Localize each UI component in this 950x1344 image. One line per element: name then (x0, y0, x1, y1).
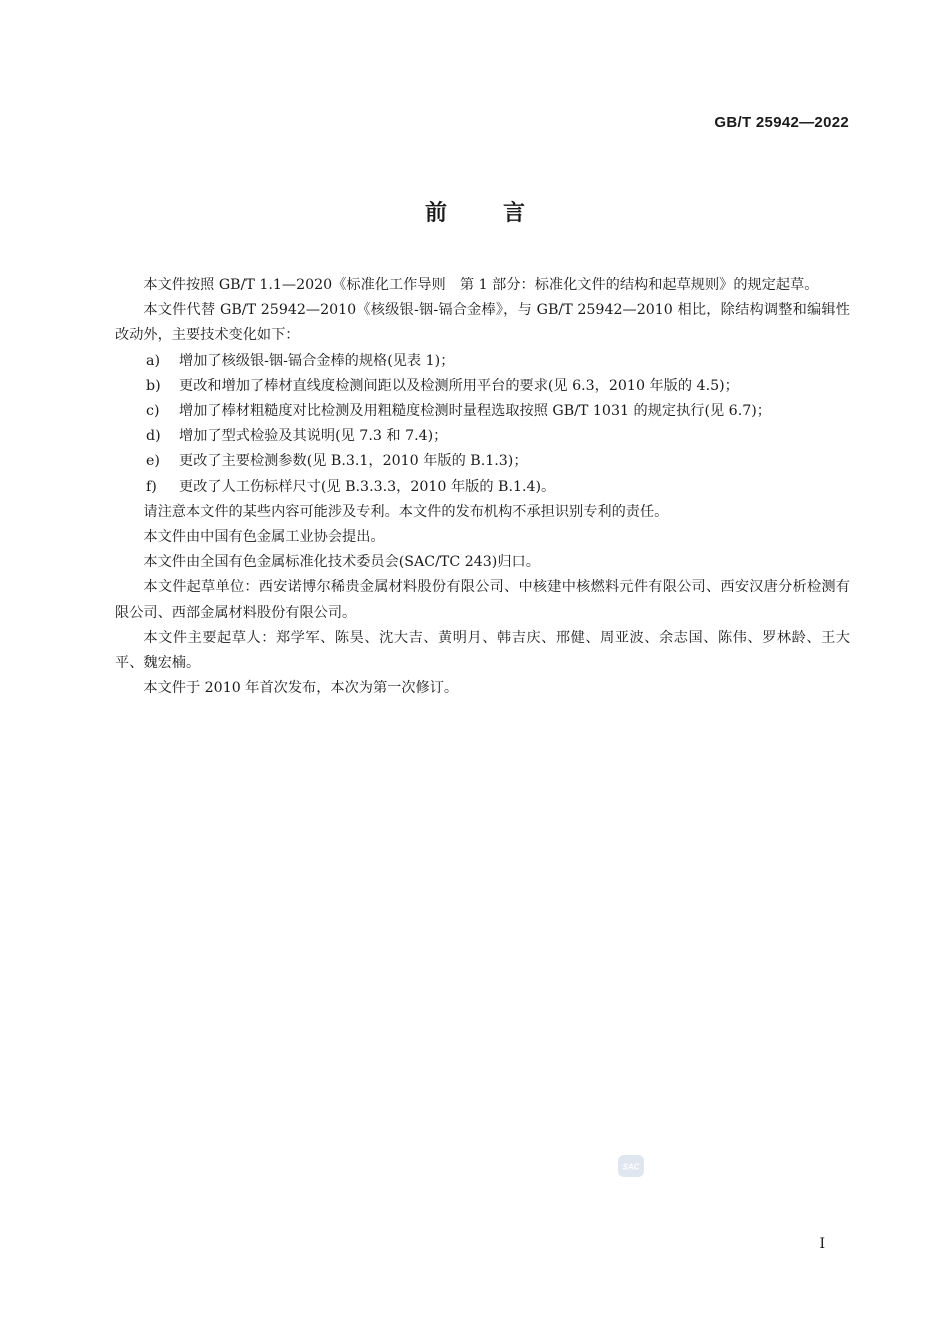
paragraph-centralized: 本文件由全国有色金属标准化技术委员会(SAC/TC 243)归口。 (143, 554, 540, 571)
paragraph-proposer: 本文件由中国有色金属工业协会提出。 (143, 529, 385, 546)
page-title: 前言 (424, 201, 581, 226)
paragraph-patent-notice: 请注意本文件的某些内容可能涉及专利。本文件的发布机构不承担识别专利的责任。 (143, 503, 669, 520)
list-item (115, 399, 850, 424)
list-item-text: 更改了主要检测参数(见 B.3.1，2010 年版的 B.1.3)； (179, 453, 528, 470)
list-item (115, 349, 850, 374)
list-item-text: 更改了人工伤标样尺寸(见 B.3.3.3，2010 年版的 B.1.4)。 (179, 478, 556, 495)
list-item-mark: e) (146, 453, 160, 470)
page-number: I (819, 1236, 825, 1252)
standard-code: GB/T 25942—2022 (714, 114, 849, 131)
list-item (115, 424, 850, 449)
paragraph-drafting-rules: 本文件按照 GB/T 1.1—2020《标准化工作导则 第 1 部分：标准化文件的结构和起草规则》的规定起草。 (143, 277, 819, 293)
list-item (115, 374, 850, 399)
list-item-mark: a) (146, 352, 160, 369)
list-item-text: 增加了型式检验及其说明(见 7.3 和 7.4)； (179, 428, 448, 445)
list-item-mark: c) (146, 403, 160, 420)
list-item-text: 增加了核级银-铟-镉合金棒的规格(见表 1)； (179, 352, 455, 369)
paragraph-drafters: 本文件主要起草人：郑学军、陈昊、沈大吉、黄明月、韩吉庆、邢健、周亚波、余志国、陈伟、罗林龄、王大平、魏宏楠。 (115, 629, 850, 672)
svg-text:SAC: SAC (622, 1162, 640, 1172)
paragraph-replacement: 本文件代替 GB/T 25942—2010《核级银-铟-镉合金棒》，与 GB/T 25942—2010 相比，除结构调整和编辑性改动外，主要技术变化如下： (115, 302, 850, 344)
foreword-body (115, 273, 850, 701)
list-item-mark: d) (146, 428, 161, 445)
paragraph-drafting-units: 本文件起草单位：西安诺博尔稀贵金属材料股份有限公司、中核建中核燃料元件有限公司、西安汉唐分析检测有限公司、西部金属材料股份有限公司。 (115, 579, 850, 621)
list-item-text: 更改和增加了棒材直线度检测间距以及检测所用平台的要求(见 6.3，2010 年版的 4.5)； (179, 377, 739, 394)
list-item (115, 449, 850, 474)
sac-watermark-logo (618, 1155, 644, 1177)
paragraph-history: 本文件于 2010 年首次发布，本次为第一次修订。 (143, 680, 459, 697)
list-item-text: 增加了棒材粗糙度对比检测及用粗糙度检测时量程选取按照 GB/T 1031 的规定执行(见 6.7)； (179, 403, 771, 420)
list-item (115, 475, 850, 500)
list-item-mark: b) (146, 377, 161, 394)
list-item-mark: f) (146, 478, 157, 495)
